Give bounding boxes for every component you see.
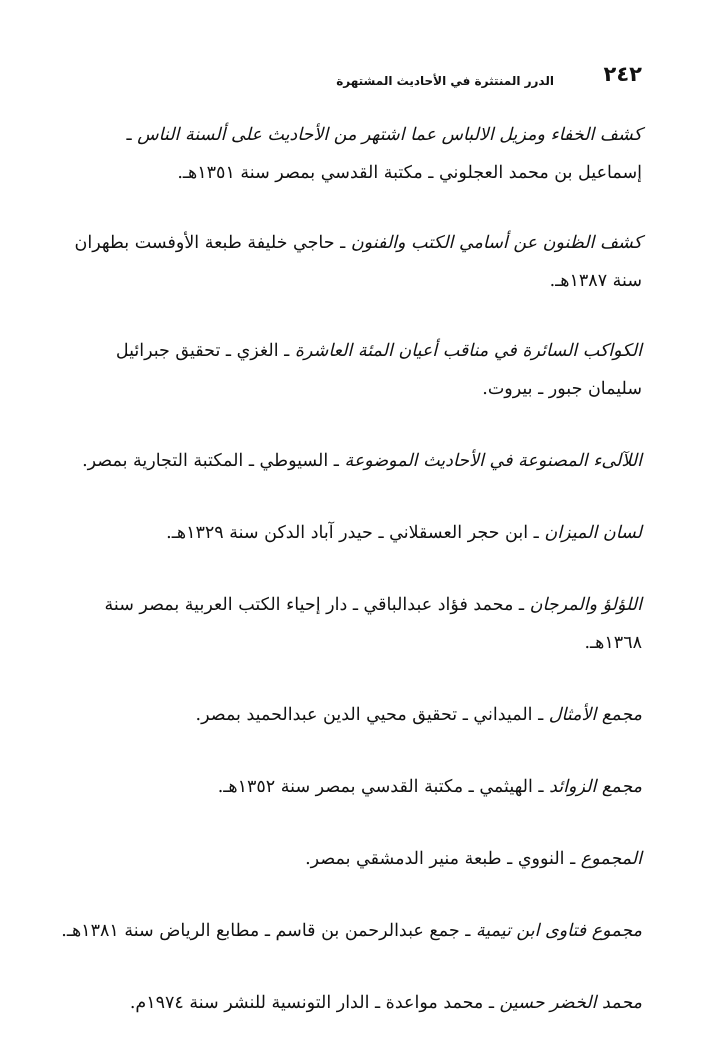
book-details: ـ جمع عبدالرحمن بن قاسم ـ مطابع الرياض سنة ١٣٨١هـ. [61,921,476,941]
book-details: ـ الغزي ـ تحقيق جبرائيل سليمان جبور ـ بيروت. [115,341,642,399]
book-details: ـ محمد مواعدة ـ الدار التونسية للنشر سنة ١٩٧٤م. [129,993,500,1013]
bibliography-entry [60,840,642,878]
bibliography-entry [60,696,642,734]
book-details: ـ الميداني ـ تحقيق محيي الدين عبدالحميد بمصر. [195,705,549,725]
book-details: ـ النووي ـ طبعة منير الدمشقي بمصر. [305,849,581,869]
book-title: لسان الميزان [544,523,642,543]
book-details: ـ السيوطي ـ المكتبة التجارية بمصر. [82,451,345,471]
book-title: مجمع الزوائد [549,777,642,797]
book-title: كشف الخفاء ومزيل الالباس عما اشتهر من الأحاديث على ألسنة الناس [137,125,642,145]
running-title: الدرر المنتثرة في الأحاديث المشتهرة [336,74,554,88]
book-title: مجموع فتاوى ابن تيمية [475,921,642,941]
book-title: اللؤلؤ والمرجان [529,595,642,615]
book-title: المجموع [580,849,642,869]
bibliography-entry [60,514,642,552]
bibliography-entry [60,224,642,300]
bibliography-entry [60,442,642,480]
bibliography-entry [60,984,642,1022]
book-details: ـ الهيثمي ـ مكتبة القدسي بمصر سنة ١٣٥٢هـ. [217,777,550,797]
book-details: ـ حاجي خليفة طبعة الأوفست بطهران سنة ١٣٨٧هـ. [74,233,642,291]
book-title: مجمع الأمثال [548,705,642,725]
book-details: ـ محمد فؤاد عبدالباقي ـ دار إحياء الكتب العربية بمصر سنة ١٣٦٨هـ. [104,595,642,653]
bibliography-entry [60,586,642,662]
page-header [60,62,642,102]
book-title: اللآلىء المصنوعة في الأحاديث الموضوعة [344,451,642,471]
book-title: الكواكب السائرة في مناقب أعيان المئة العاشرة [294,341,642,361]
bibliography-entry [60,768,642,806]
bibliography-entry [60,332,642,408]
page-number: ٢٤٢ [603,62,642,86]
book-details: ـ ابن حجر العسقلاني ـ حيدر آباد الدكن سنة ١٣٢٩هـ. [166,523,545,543]
book-title: كشف الظنون عن أسامي الكتب والفنون [350,233,642,253]
bibliography-entry [60,116,642,192]
bibliography-entry [60,912,642,950]
book-details: ـ إسماعيل بن محمد العجلوني ـ مكتبة القدسي بمصر سنة ١٣٥١هـ. [126,125,642,183]
bibliography-list [60,116,642,1022]
book-title: محمد الخضر حسين [499,993,642,1013]
